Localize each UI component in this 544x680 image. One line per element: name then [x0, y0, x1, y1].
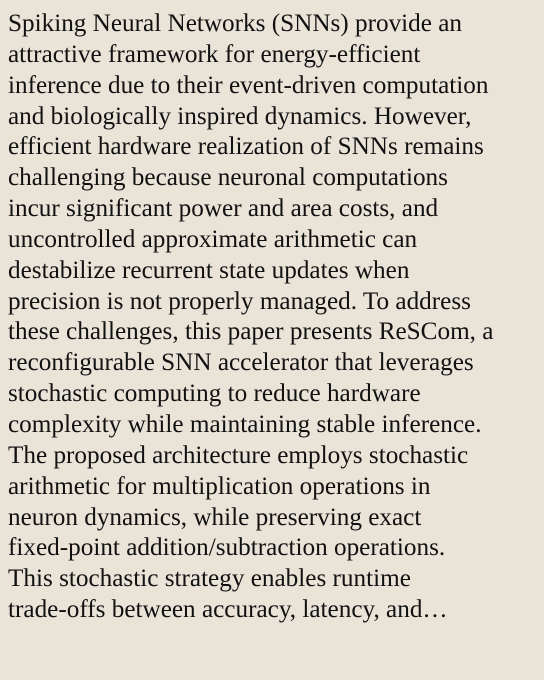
abstract-line: challenging because neuronal computations: [8, 164, 448, 192]
abstract-line: uncontrolled approximate arithmetic can: [8, 225, 418, 253]
abstract-line: incur significant power and area costs, and: [8, 195, 439, 223]
abstract-line: Spiking Neural Networks (SNNs) provide an: [8, 10, 463, 37]
abstract-line: precision is not properly managed. To address: [8, 287, 471, 315]
abstract-line: inference due to their event-driven computation: [8, 71, 489, 99]
abstract-line: This stochastic strategy enables runtime: [8, 565, 411, 593]
abstract-text: [8, 9, 540, 626]
abstract-line: stochastic computing to reduce hardware: [8, 380, 421, 408]
abstract-line: arithmetic for multiplication operations in: [8, 472, 431, 500]
abstract-line: The proposed architecture employs stochastic: [8, 441, 469, 469]
abstract-line: neuron dynamics, while preserving exact: [8, 503, 422, 531]
abstract-line: efficient hardware realization of SNNs remains: [8, 133, 484, 161]
abstract-line: reconfigurable SNN accelerator that leverages: [8, 349, 474, 377]
abstract-line: trade-offs between accuracy, latency, and…: [8, 596, 448, 624]
abstract-line: complexity while maintaining stable inference.: [8, 410, 482, 438]
abstract-line: fixed-point addition/subtraction operations.: [8, 534, 446, 562]
abstract-line: and biologically inspired dynamics. However,: [8, 102, 472, 130]
abstract-line: these challenges, this paper presents ReSCom, a: [8, 318, 494, 346]
abstract-line: attractive framework for energy-efficient: [8, 40, 421, 68]
abstract-line: destabilize recurrent state updates when: [8, 256, 410, 284]
